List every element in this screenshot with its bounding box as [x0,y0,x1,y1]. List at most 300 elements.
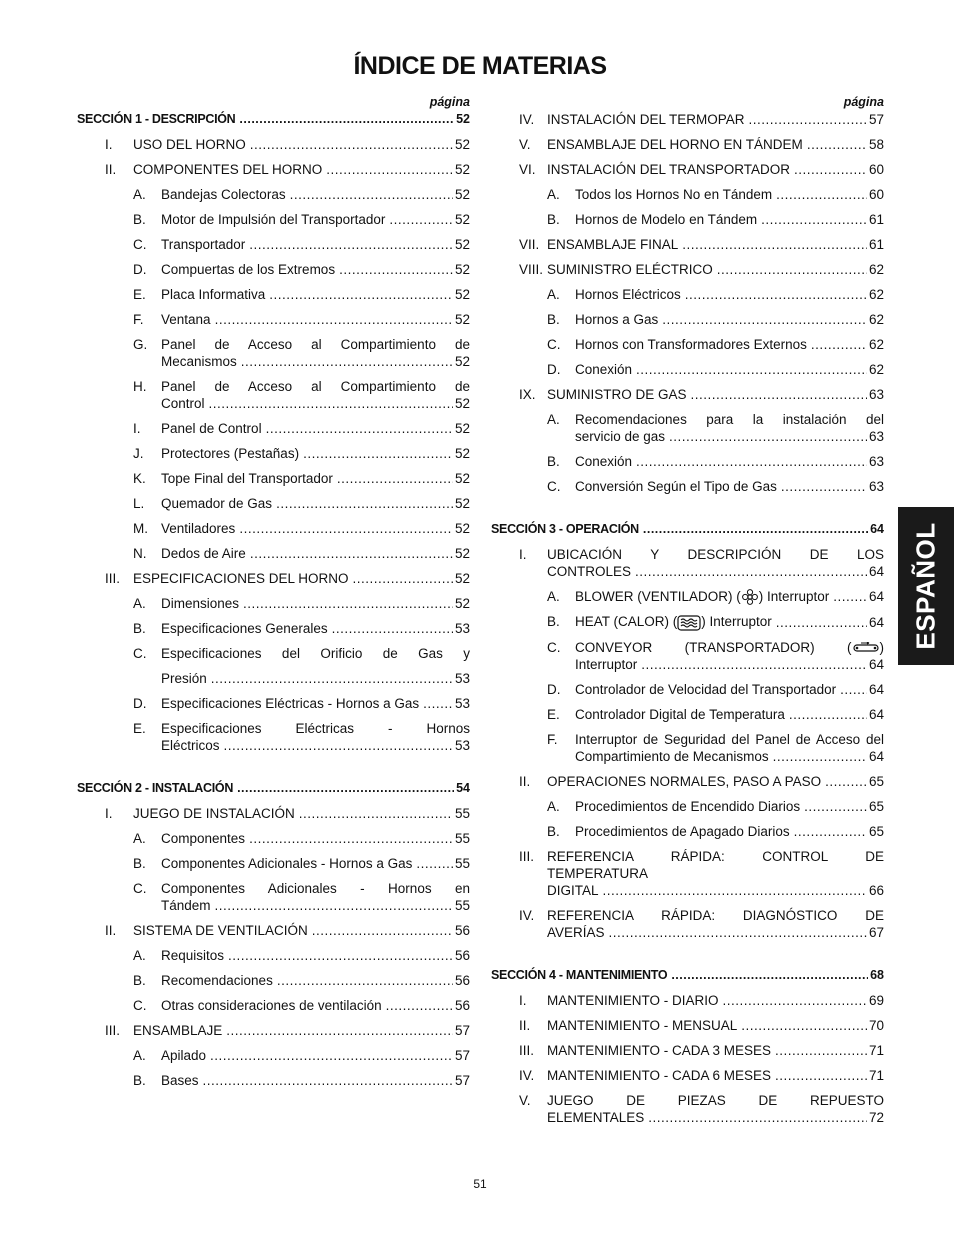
entry-number: VIII. [519,262,544,277]
entry-label: SECCIÓN 1 - DESCRIPCIÓN [77,112,236,126]
dot-leader [794,161,867,178]
toc-entry [77,947,470,964]
entry-page: 52 [454,521,470,536]
dot-leader [789,706,867,723]
entry-label: Especificaciones Eléctricas - Hornos a Gas [161,696,420,711]
dot-leader [303,445,453,462]
entry-number: C. [547,639,561,655]
entry-label-line1: CONVEYOR (TRANSPORTADOR) ( ) [575,639,884,655]
dot-leader [635,563,867,580]
entry-number: III. [519,848,535,864]
entry-label: Requisitos [161,948,225,963]
entry-number: A. [547,412,560,427]
toc-entry [491,639,884,673]
entry-label: BLOWER (VENTILADOR) ( ) Interruptor [575,589,830,604]
dot-leader [269,286,453,303]
toc-section-heading [491,967,884,984]
entry-number: C. [133,881,147,896]
dot-leader [237,780,454,797]
entry-label: ELEMENTALES [547,1109,645,1125]
entry-label: Presión [161,671,207,686]
entry-label: Otras consideraciones de ventilación [161,998,382,1013]
entry-page: 57 [454,1048,470,1063]
entry-number: L. [133,496,145,511]
toc-entry [491,1042,884,1059]
dot-leader [776,186,867,203]
entry-page: 52 [454,396,470,411]
dot-leader [669,428,867,445]
dot-leader [249,236,453,253]
entry-number: II. [519,1017,531,1033]
toc-entry [491,681,884,698]
entry-label: SECCIÓN 4 - MANTENIMIENTO [491,967,668,982]
entry-number: D. [133,696,147,711]
dot-leader [243,595,453,612]
toc-entry [77,286,470,303]
dot-leader [266,420,453,437]
entry-label: Procedimientos de Encendido Diarios [575,798,801,814]
entry-number: K. [133,471,146,486]
entry-label: Compuertas de los Extremos [161,262,336,277]
entry-label: JUEGO DE INSTALACIÓN [133,806,295,821]
entry-page: 53 [454,696,470,711]
pagina-header: página [429,95,470,109]
toc-entry [77,336,470,370]
entry-page: 52 [454,287,470,302]
entry-label: INSTALACIÓN DEL TRANSPORTADOR [547,162,791,177]
entry-number: II. [519,773,531,789]
entry-label: Tope Final del Transportador [161,471,333,486]
entry-page: 62 [868,362,884,377]
entry-page: 65 [868,773,884,789]
entry-page: 52 [456,112,470,126]
entry-number: C. [133,998,147,1013]
entry-label: Interruptor [575,656,638,672]
entry-label-line1: Especificaciones del Orificio de Gas y [161,646,470,661]
dot-leader [353,570,453,587]
entry-page: 52 [454,546,470,561]
entry-label: Especificaciones Generales [161,621,328,636]
toc-entry [491,261,884,278]
entry-page: 72 [868,1109,884,1125]
entry-number: C. [547,337,561,352]
toc-entry [491,773,884,790]
fan-icon [741,589,759,605]
dot-leader [775,1067,867,1084]
toc-entry [491,111,884,128]
entry-page: 52 [454,354,470,369]
entry-page: 53 [454,621,470,636]
page-number: 51 [473,1177,487,1191]
toc-entry [77,545,470,562]
entry-number: III. [105,1023,121,1038]
entry-number: IX. [519,387,536,402]
entry-page: 52 [454,162,470,177]
toc-entry [77,830,470,847]
toc-entry [77,922,470,939]
entry-label: ESPECIFICACIONES DEL HORNO [133,571,349,586]
toc-entry [77,972,470,989]
entry-label-line1: UBICACIÓN Y DESCRIPCIÓN DE LOS [547,547,884,562]
entry-label-line1: Panel de Acceso al Compartimiento de [161,337,470,352]
entry-number: G. [133,337,148,352]
toc-entry [77,161,470,178]
entry-number: VII. [519,237,540,252]
entry-number: III. [105,571,121,586]
entry-number: II. [105,923,117,938]
toc-entry [77,645,470,687]
dot-leader [807,136,867,153]
dot-leader [804,798,867,815]
entry-number: D. [547,362,561,377]
entry-label: SECCIÓN 2 - INSTALACIÓN [77,781,234,795]
entry-number: B. [547,312,560,327]
toc-entry [491,823,884,840]
entry-number: B. [547,823,560,839]
toc-entry [491,136,884,153]
entry-page: 57 [454,1023,470,1038]
dot-leader [239,520,453,537]
dot-leader [241,353,453,370]
entry-label-line1: Interruptor de Seguridad del Panel de Acceso del [575,731,884,747]
entry-page: 62 [868,337,884,352]
entry-number: E. [133,721,146,736]
entry-page: 69 [868,992,884,1008]
toc-entry [491,613,884,630]
toc-entry [77,378,470,412]
dot-leader [685,286,867,303]
toc-entry [491,336,884,353]
dot-leader [250,136,453,153]
dot-leader [239,111,454,128]
dot-leader [276,495,453,512]
entry-page: 64 [868,748,884,764]
toc-entry [77,1022,470,1039]
toc-right-column [491,94,884,1134]
toc-entry [491,731,884,765]
entry-label-line1: REFERENCIA RÁPIDA: DIAGNÓSTICO DE [547,907,884,923]
toc-left-column [77,94,470,1097]
entry-label: Tándem [161,898,211,913]
entry-number: B. [547,212,560,227]
dot-leader [643,521,868,538]
entry-label: Mecanismos [161,354,237,369]
toc-entry [77,136,470,153]
entry-page: 52 [454,421,470,436]
section-gap [491,949,884,967]
entry-label: Dedos de Aire [161,546,246,561]
entry-number: V. [519,137,531,152]
entry-page: 53 [454,671,470,686]
entry-page: 58 [868,137,884,152]
entry-page: 52 [454,137,470,152]
entry-label: Hornos de Modelo en Tándem [575,212,758,227]
toc-entry [491,478,884,495]
entry-label: SECCIÓN 3 - OPERACIÓN [491,522,639,536]
toc-entry [77,997,470,1014]
entry-page: 52 [454,187,470,202]
entry-label-line1: REFERENCIA RÁPIDA: CONTROL DE TEMPERATURA [547,848,884,881]
entry-label: Transportador [161,237,246,252]
dot-leader [825,773,867,790]
dot-leader [691,386,867,403]
entry-number: B. [133,973,146,988]
toc-section-heading [77,780,470,797]
entry-page: 57 [868,112,884,127]
toc-entry [491,848,884,899]
entry-number: A. [547,287,560,302]
toc-entry [491,907,884,941]
entry-number: D. [133,262,147,277]
entry-number: B. [133,856,146,871]
toc-entry [491,1092,884,1126]
entry-number: I. [105,137,113,152]
entry-label: Hornos Eléctricos [575,287,681,302]
toc-entry [491,453,884,470]
toc-entry [77,855,470,872]
toc-entry [491,1067,884,1084]
entry-page: 52 [454,596,470,611]
entry-page: 67 [868,924,884,940]
dot-leader [326,161,453,178]
entry-number: IV. [519,112,535,127]
entry-page: 64 [870,522,884,536]
pagina-header: página [843,95,884,109]
toc-entry [77,236,470,253]
entry-page: 63 [868,454,884,469]
dot-leader [211,670,453,687]
entry-label: Controlador de Velocidad del Transportador [575,681,837,697]
dot-leader [312,922,453,939]
entry-page: 62 [868,287,884,302]
dot-leader [781,478,867,495]
section-gap [77,762,470,780]
toc-entry [491,798,884,815]
entry-number: I. [105,806,113,821]
dot-leader [290,186,453,203]
entry-number: V. [519,1092,531,1108]
entry-label: MANTENIMIENTO - CADA 3 MESES [547,1042,772,1058]
dot-leader [203,1072,453,1089]
entry-label: SUMINISTRO ELÉCTRICO [547,262,713,277]
entry-page: 64 [868,564,884,579]
entry-label: Conexión [575,362,633,377]
dot-leader [389,211,453,228]
entry-label: Motor de Impulsión del Transportador [161,212,386,227]
entry-page: 55 [454,856,470,871]
entry-page: 54 [456,781,470,795]
entry-label: Apilado [161,1048,207,1063]
dot-leader [682,236,867,253]
entry-page: 63 [868,429,884,444]
entry-number: B. [133,1073,146,1088]
dot-leader [741,1017,867,1034]
dot-leader [717,261,867,278]
entry-number: E. [547,706,560,722]
toc-section-heading [77,111,470,128]
dot-leader [386,997,453,1014]
entry-label-line1: Recomendaciones para la instalación del [575,412,884,427]
dot-leader [215,897,453,914]
entry-page: 52 [454,237,470,252]
entry-number: A. [547,589,560,604]
toc-entry [77,420,470,437]
entry-label: Ventana [161,312,211,327]
entry-label: Quemador de Gas [161,496,273,511]
toc-entry [77,186,470,203]
dot-leader [749,111,867,128]
dot-leader [226,1022,453,1039]
dot-leader [636,453,867,470]
entry-label: Recomendaciones [161,973,273,988]
entry-number: M. [133,521,148,536]
heat-icon [677,615,701,631]
toc-entry [77,1072,470,1089]
entry-page: 52 [454,446,470,461]
entry-label-line1: JUEGO DE PIEZAS DE REPUESTO [547,1092,884,1108]
entry-number: C. [133,237,147,252]
entry-number: A. [547,798,560,814]
entry-label: Ventiladores [161,521,236,536]
entry-label: HEAT (CALOR) ( ) Interruptor [575,614,772,630]
dot-leader [840,681,867,698]
dot-leader [339,261,453,278]
dot-leader [833,588,867,605]
entry-page: 55 [454,806,470,821]
entry-page: 60 [868,162,884,177]
dot-leader [761,211,867,228]
entry-label: Placa Informativa [161,287,266,302]
entry-page: 52 [454,571,470,586]
entry-number: IV. [519,907,535,923]
entry-label: COMPONENTES DEL HORNO [133,162,323,177]
entry-page: 65 [868,823,884,839]
entry-label: Protectores (Pestañas) [161,446,300,461]
entry-label: Conexión [575,454,633,469]
toc-entry [77,1047,470,1064]
toc-entry [491,236,884,253]
page-title: ÍNDICE DE MATERIAS [353,52,607,80]
entry-label: Bandejas Colectoras [161,187,286,202]
toc-section-heading [491,521,884,538]
toc-entry [491,286,884,303]
entry-label: Control [161,396,205,411]
entry-label: Controlador Digital de Temperatura [575,706,785,722]
entry-number: I. [519,547,527,562]
dot-leader [215,311,453,328]
toc-entry [77,805,470,822]
entry-page: 56 [454,973,470,988]
entry-page: 56 [454,948,470,963]
entry-page: 52 [454,212,470,227]
entry-page: 56 [454,998,470,1013]
dot-leader [249,830,453,847]
dot-leader [773,748,867,765]
entry-page: 63 [868,479,884,494]
dot-leader [641,656,867,673]
dot-leader [416,855,453,872]
dot-leader [210,1047,453,1064]
entry-label: Compartimiento de Mecanismos [575,748,769,764]
toc-entry [77,720,470,754]
dot-leader [337,470,453,487]
dot-leader [794,823,867,840]
dot-leader [250,545,453,562]
entry-number: F. [133,312,144,327]
toc-entry [491,361,884,378]
entry-page: 62 [868,312,884,327]
dot-leader [811,336,867,353]
entry-label: Procedimientos de Apagado Diarios [575,823,790,839]
entry-number: B. [547,454,560,469]
dot-leader [775,1042,867,1059]
entry-page: 64 [868,614,884,630]
entry-page: 55 [454,831,470,846]
toc-entry [491,411,884,445]
dot-leader [636,361,867,378]
entry-label: USO DEL HORNO [133,137,246,152]
entry-page: 63 [868,387,884,402]
entry-label: OPERACIONES NORMALES, PASO A PASO [547,773,822,789]
entry-label: DIGITAL [547,882,599,898]
entry-number: A. [133,596,146,611]
toc-entry [77,495,470,512]
entry-page: 64 [868,681,884,697]
language-tab [898,507,954,665]
entry-page: 61 [868,237,884,252]
entry-number: I. [133,421,141,436]
dot-leader [299,805,453,822]
entry-label: MANTENIMIENTO - DIARIO [547,992,719,1008]
entry-number: A. [133,831,146,846]
toc-entry [77,261,470,278]
dot-leader [648,1109,867,1126]
entry-label: Hornos con Transformadores Externos [575,337,807,352]
toc-entry [491,706,884,723]
entry-number: I. [519,992,527,1008]
entry-label: Todos los Hornos No en Tándem [575,187,773,202]
entry-label-line1: Especificaciones Eléctricas - Hornos [161,721,470,736]
entry-number: VI. [519,162,536,177]
toc-entry [491,588,884,605]
entry-page: 52 [454,496,470,511]
entry-number: A. [547,187,560,202]
entry-label: Hornos a Gas [575,312,659,327]
dot-leader [662,311,867,328]
entry-number: IV. [519,1067,535,1083]
entry-label: Dimensiones [161,596,240,611]
entry-page: 70 [868,1017,884,1033]
toc-entry [491,311,884,328]
entry-page: 60 [868,187,884,202]
entry-number: A. [133,187,146,202]
entry-label: CONTROLES [547,564,632,579]
toc-entry [491,386,884,403]
entry-label: SISTEMA DE VENTILACIÓN [133,923,308,938]
entry-number: B. [547,614,560,630]
entry-number: E. [133,287,146,302]
toc-entry [491,546,884,580]
entry-label: ENSAMBLAJE FINAL [547,237,679,252]
entry-label: SUMINISTRO DE GAS [547,387,687,402]
entry-number: H. [133,379,147,394]
entry-page: 56 [454,923,470,938]
entry-label: ENSAMBLAJE [133,1023,223,1038]
toc-entry [77,620,470,637]
entry-number: III. [519,1042,535,1058]
entry-label: Conversión Según el Tipo de Gas [575,479,777,494]
dot-leader [723,992,867,1009]
